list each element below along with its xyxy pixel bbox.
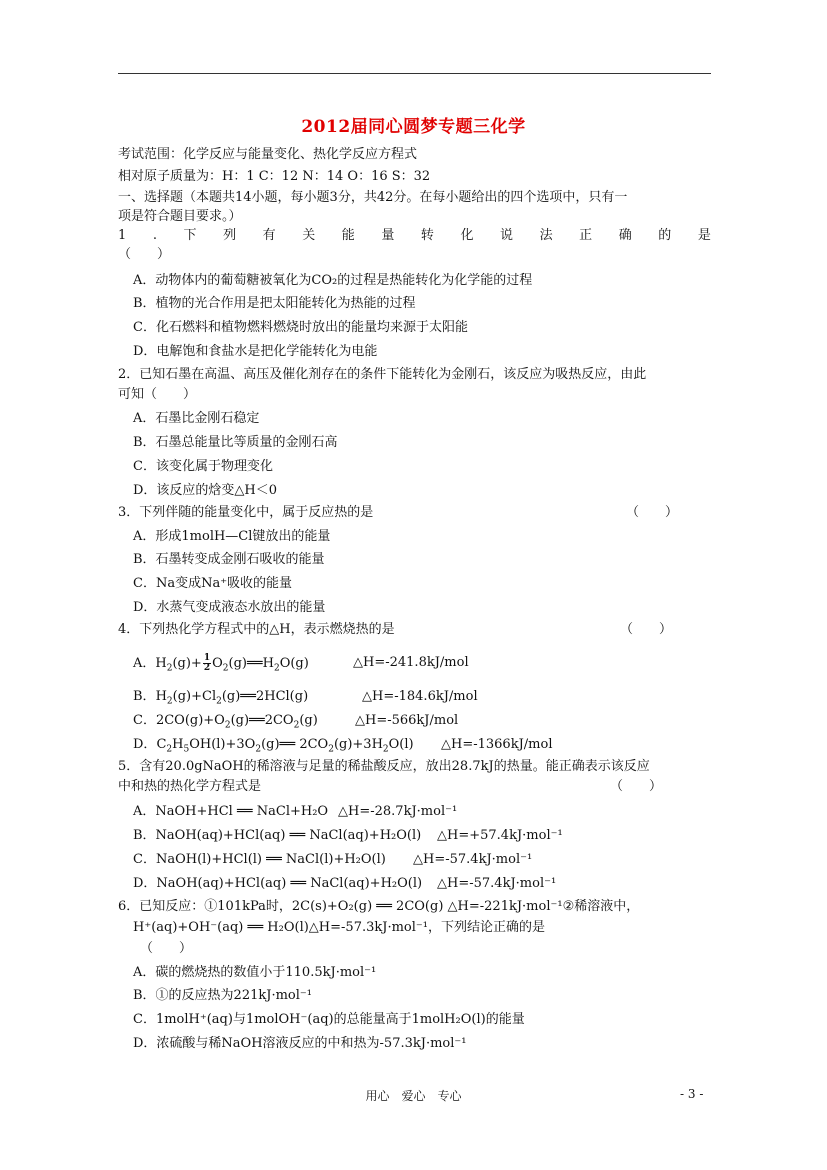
q2-option-b: B．石墨总能量比等质量的金刚石高 [133, 435, 338, 450]
q4-option-d: D．$C_2H_5OH(l)+3O_2(g)══$ $2CO_2(g)+3H_2O(l)$ [133, 737, 414, 755]
q1-option-a: A．动物体内的葡萄糖被氧化为CO₂的过程是热能转化为化学能的过程 [133, 273, 533, 288]
q5-option-c-dh: △H=-57.4kJ·mol⁻¹ [413, 852, 533, 867]
q4-option-a-dh: △H=-241.8kJ/mol [353, 655, 469, 670]
q1-paren: （ ） [118, 247, 171, 262]
q3-option-a: A．形成1molH—Cl键放出的能量 [133, 529, 331, 544]
q4-option-a-label: A． [133, 656, 156, 671]
q4-option-b-label: B． [133, 689, 156, 704]
q2-stem-1: 2．已知石墨在高温、高压及催化剂存在的条件下能转化为金刚石，该反应为吸热反应，由此 [118, 367, 647, 382]
q5-option-a: A．NaOH+HCl ══ NaCl+H₂O [133, 804, 329, 819]
q1-stem-char: 确 [618, 228, 632, 243]
q6-stem-2: H⁺(aq)+OH⁻(aq) ══ H₂O(l)△H=-57.3kJ·mol⁻¹，下列结论正确的是 [133, 920, 545, 935]
q1-stem-char: 量 [381, 228, 395, 243]
q1-stem-char: 的 [658, 228, 672, 243]
q2-stem-2: 可知（ ） [118, 387, 197, 402]
q6-option-a: A．碳的燃烧热的数值小于110.5kJ·mol⁻¹ [133, 965, 377, 980]
q5-option-c: C．NaOH(l)+HCl(l) ══ NaCl(l)+H₂O(l) [133, 852, 386, 867]
q3-option-b: B．石墨转变成金刚石吸收的能量 [133, 552, 325, 567]
q4-option-c: C．$2CO(g)+O_2(g)══2CO_2(g)$ [133, 713, 318, 731]
section-instructions-1: 一、选择题（本题共14小题，每小题3分，共42分。在每小题给出的四个选项中，只有一 [118, 190, 628, 205]
q2-option-c: C．该变化属于物理变化 [133, 459, 273, 474]
q1-stem-char: 能 [341, 228, 355, 243]
q1-stem-char: 下 [183, 228, 197, 243]
q5-paren: （ ） [610, 779, 663, 794]
q6-stem-1: 6．已知反应：①101kPa时，2C(s)+O₂(g) ══ 2CO(g) △H=-221kJ·mol⁻¹②稀溶液中， [118, 899, 640, 914]
q3-option-d: D．水蒸气变成液态水放出的能量 [133, 600, 326, 615]
q1-stem-char: 列 [223, 228, 237, 243]
q1-stem-char: 转 [420, 228, 434, 243]
q4-option-c-label: C． [133, 713, 156, 728]
q1-stem-char: 法 [539, 228, 553, 243]
header-rule [118, 73, 711, 74]
q6-paren: （ ） [140, 941, 193, 956]
q1-stem-char: . [152, 228, 157, 243]
q4-option-b: B．$H_2(g)+Cl_2(g)══2HCl(g)$ [133, 689, 309, 707]
q1-stem [118, 227, 711, 245]
page-title: 2012届同心圆梦专题三化学 [301, 117, 526, 137]
q3-stem: 3．下列伴随的能量变化中，属于反应热的是 [118, 505, 374, 520]
q1-option-b: B．植物的光合作用是把太阳能转化为热能的过程 [133, 296, 416, 311]
q3-option-c: C．Na变成Na⁺吸收的能量 [133, 576, 293, 591]
q1-stem-char: 说 [500, 228, 514, 243]
section-instructions-2: 项是符合题目要求。） [118, 209, 242, 224]
exam-scope: 考试范围：化学反应与能量变化、热化学反应方程式 [118, 147, 418, 162]
q1-stem-char: 有 [262, 228, 276, 243]
q2-option-d: D．该反应的焓变△H＜0 [133, 483, 278, 498]
q6-option-c: C．1molH⁺(aq)与1molOH⁻(aq)的总能量高于1molH₂O(l)的能量 [133, 1012, 525, 1027]
q6-option-d: D．浓硫酸与稀NaOH溶液反应的中和热为-57.3kJ·mol⁻¹ [133, 1036, 467, 1051]
q4-paren: （ ） [620, 622, 673, 637]
fraction-one-half: $\frac{1}{2}$ [203, 653, 211, 673]
q6-option-b: B．①的反应热为221kJ·mol⁻¹ [133, 988, 312, 1003]
q4-option-c-dh: △H=-566kJ/mol [355, 713, 459, 728]
q5-option-d: D．NaOH(aq)+HCl(aq) ══ NaCl(aq)+H₂O(l) [133, 876, 423, 891]
q1-stem-char: 关 [302, 228, 316, 243]
page-number: - 3 - [680, 1087, 704, 1101]
q5-option-b-dh: △H=+57.4kJ·mol⁻¹ [437, 828, 563, 843]
q5-stem-1: 5．含有20.0gNaOH的稀溶液与足量的稀盐酸反应，放出28.7kJ的热量。能正确表示该反应 [118, 759, 650, 774]
q1-stem-char: 化 [460, 228, 474, 243]
q1-stem-char: 正 [579, 228, 593, 243]
q4-option-d-dh: △H=-1366kJ/mol [441, 737, 553, 752]
q5-stem-2: 中和热的热化学方程式是 [118, 779, 262, 794]
q5-option-a-dh: △H=-28.7kJ·mol⁻¹ [338, 804, 458, 819]
q1-option-d: D．电解饱和食盐水是把化学能转化为电能 [133, 344, 378, 359]
q4-stem: 4．下列热化学方程式中的△H，表示燃烧热的是 [118, 622, 395, 637]
q5-option-b: B．NaOH(aq)+HCl(aq) ══ NaCl(aq)+H₂O(l) [133, 828, 422, 843]
q1-option-c: C．化石燃料和植物燃料燃烧时放出的能量均来源于太阳能 [133, 320, 468, 335]
q4-option-d-label: D． [133, 737, 157, 752]
q2-option-a: A．石墨比金刚石稳定 [133, 411, 260, 426]
q4-option-a: A．$H_2(g)+$ $\frac{1}{2}$ $O_2(g)══H_2O(g)$ [133, 653, 309, 674]
q1-stem-char: 1 [118, 228, 127, 243]
atomic-mass: 相对原子质量为：H：1 C：12 N：14 O：16 S：32 [118, 169, 431, 184]
q4-option-b-dh: △H=-184.6kJ/mol [362, 689, 478, 704]
q5-option-d-dh: △H=-57.4kJ·mol⁻¹ [437, 876, 557, 891]
q1-stem-char: 是 [697, 228, 711, 243]
q3-paren: （ ） [626, 505, 679, 520]
footer-motto: 用心 爱心 专心 [365, 1089, 462, 1103]
